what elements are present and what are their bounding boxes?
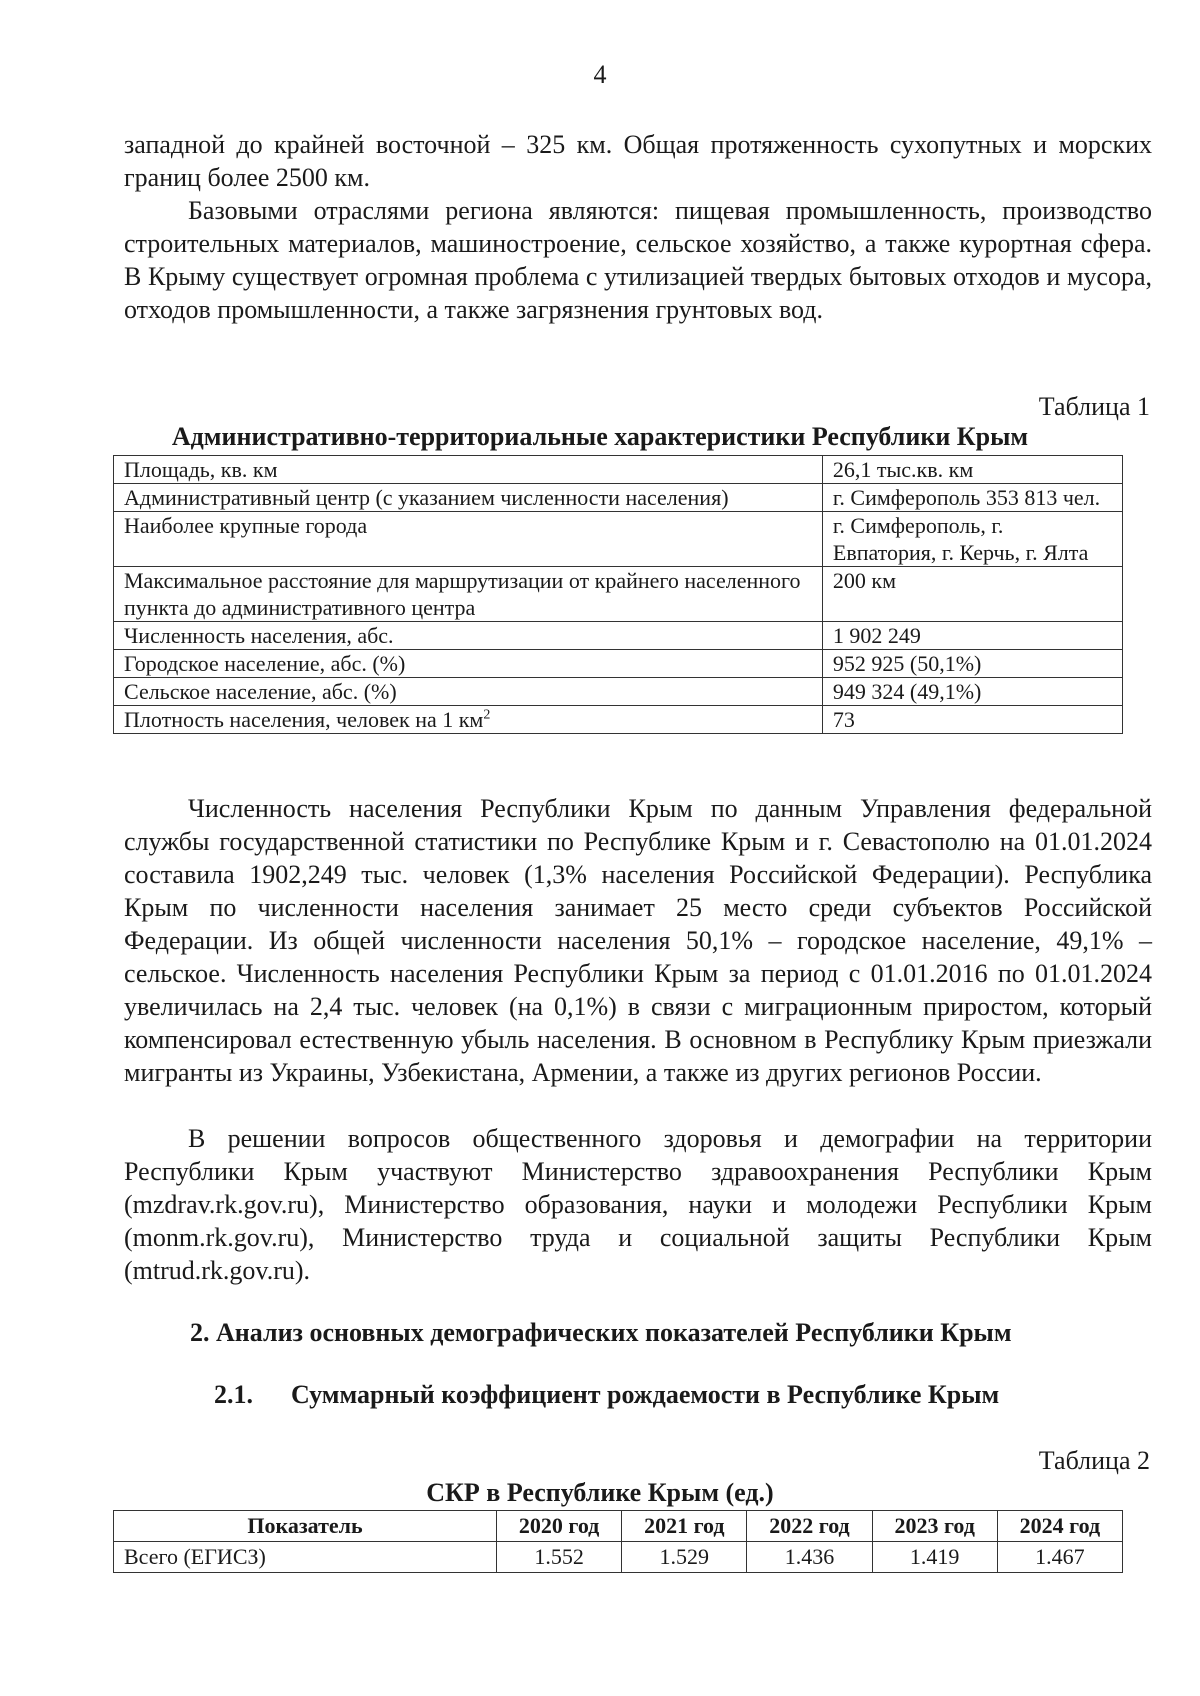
table-cell-param: Городское население, абс. (%) — [114, 650, 823, 678]
paragraph-industries: Базовыми отраслями региона являются: пищевая промышленность, производство строительных материалов, машиностроение, сельское хозяйство, а также курортная сфера. В Крыму существует огромная проблема с утилизацией твердых бытовых отходов и мусора, отходов промышленности, а также загрязнения грунтовых вод. — [124, 196, 1152, 324]
table-cell-param: Численность населения, абс. — [114, 622, 823, 650]
subsection-number: 2.1. — [214, 1380, 253, 1409]
table1-label: Таблица 1 — [1038, 392, 1150, 421]
paragraph-borders: западной до крайней восточной – 325 км. Общая протяженность сухопутных и морских границ более 2500 км. — [124, 130, 1152, 192]
superscript: 2 — [483, 707, 491, 723]
table-cell-value: 949 324 (49,1%) — [822, 678, 1122, 706]
column-header: 2022 год — [747, 1511, 872, 1542]
table-row — [114, 484, 1123, 512]
table-row — [114, 567, 1123, 622]
table-cell: Всего (ЕГИСЗ) — [114, 1542, 497, 1573]
table-cell-value: 73 — [822, 706, 1122, 734]
table-cell-value: г. Симферополь, г. Евпатория, г. Керчь, г. Ялта — [822, 512, 1122, 567]
table1-title: Административно-территориальные характеристики Республики Крым — [171, 422, 1029, 451]
column-header: Показатель — [114, 1511, 497, 1542]
table-cell-value: 952 925 (50,1%) — [822, 650, 1122, 678]
table-cell: 1.419 — [872, 1542, 997, 1573]
density-label: Плотность населения, человек на 1 км — [124, 707, 484, 732]
subsection-heading — [214, 1380, 999, 1410]
table-row — [114, 1542, 1123, 1573]
admin-characteristics-table — [113, 455, 1123, 734]
column-header: 2023 год — [872, 1511, 997, 1542]
table-row — [114, 678, 1123, 706]
section-heading: 2. Анализ основных демографических показателей Республики Крым — [190, 1318, 1012, 1347]
column-header: 2020 год — [497, 1511, 622, 1542]
table-cell: 1.467 — [997, 1542, 1122, 1573]
table-cell-param: Сельское население, абс. (%) — [114, 678, 823, 706]
table-cell-param: Административный центр (с указанием численности населения) — [114, 484, 823, 512]
table-row — [114, 622, 1123, 650]
page-number: 4 — [593, 60, 607, 89]
table-cell: 1.436 — [747, 1542, 872, 1573]
column-header: 2024 год — [997, 1511, 1122, 1542]
table-cell-value: 26,1 тыс.кв. км — [822, 456, 1122, 484]
table-row — [114, 650, 1123, 678]
table2-title: СКР в Республике Крым (ед.) — [426, 1478, 774, 1507]
table-cell: 1.552 — [497, 1542, 622, 1573]
table-cell-value: г. Симферополь 353 813 чел. — [822, 484, 1122, 512]
tfr-table — [113, 1510, 1123, 1573]
table-cell-param — [114, 706, 823, 734]
table-cell-param: Площадь, кв. км — [114, 456, 823, 484]
table-cell-param: Наиболее крупные города — [114, 512, 823, 567]
table-cell-param: Максимальное расстояние для маршрутизации от крайнего населенного пункта до административного центра — [114, 567, 823, 622]
paragraph-population: Численность населения Республики Крым по данным Управления федеральной службы государственной статистики по Республике Крым и г. Севастополю на 01.01.2024 составила 1902,249 тыс. человек (1,3% населения Российской Федерации). Республика Крым по численности населения занимает 25 место среди субъектов Российской Федерации. Из общей численности населения 50,1% – городское население, 49,1% – сельское. Численность населения Республики Крым за период с 01.01.2016 по 01.01.2024 увеличилась на 2,4 тыс. человек (на 0,1%) в связи с миграционным приростом, который компенсировал естественную убыль населения. В основном в Республику Крым приезжали мигранты из Украины, Узбекистана, Армении, а также из других регионов России. — [124, 794, 1152, 1087]
table-row — [114, 456, 1123, 484]
table-cell: 1.529 — [622, 1542, 747, 1573]
table-cell-value: 200 км — [822, 567, 1122, 622]
table-row — [114, 512, 1123, 567]
subsection-title: Суммарный коэффициент рождаемости в Республике Крым — [291, 1380, 1000, 1409]
table-cell-value: 1 902 249 — [822, 622, 1122, 650]
table2-label: Таблица 2 — [1038, 1446, 1150, 1475]
column-header: 2021 год — [622, 1511, 747, 1542]
table-row — [114, 706, 1123, 734]
paragraph-ministries: В решении вопросов общественного здоровья и демографии на территории Республики Крым участвуют Министерство здравоохранения Республики Крым (mzdrav.rk.gov.ru), Министерство образования, науки и молодежи Республики Крым (monm.rk.gov.ru), Министерство труда и социальной защиты Республики Крым (mtrud.rk.gov.ru). — [124, 1124, 1152, 1285]
table-header-row — [114, 1511, 1123, 1542]
